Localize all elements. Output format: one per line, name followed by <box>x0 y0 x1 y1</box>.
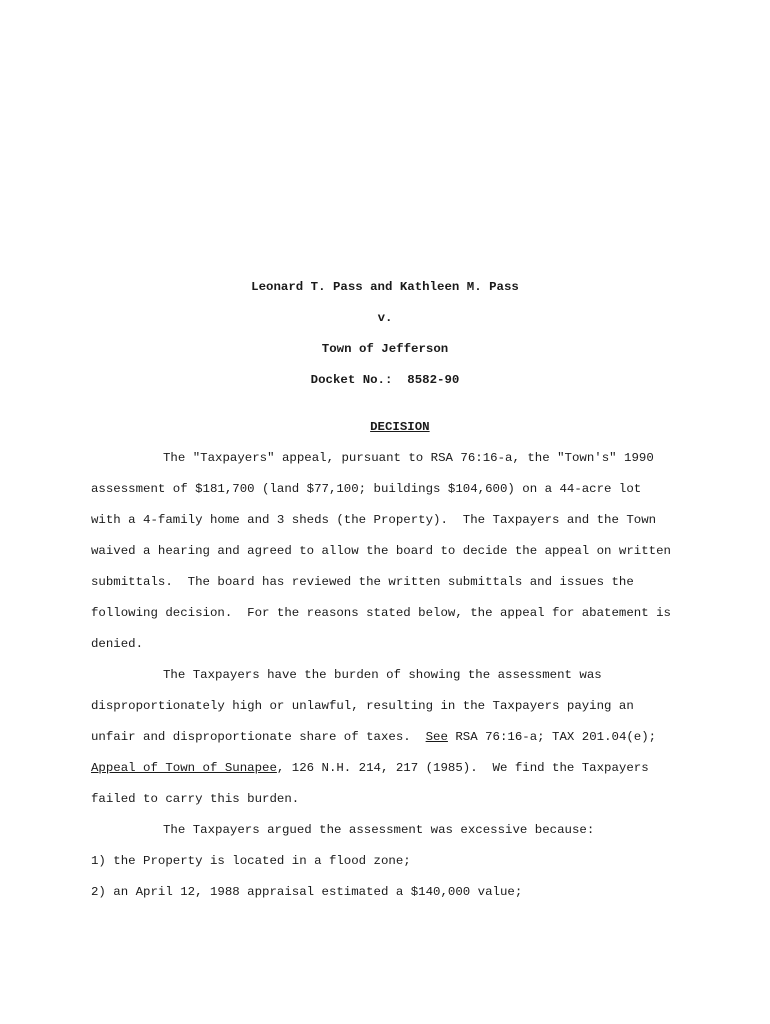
paragraph-1-line-5: submittals. The board has reviewed the written submittals and issues the <box>91 575 634 589</box>
argument-item-2: 2) an April 12, 1988 appraisal estimated a $140,000 value; <box>91 885 523 899</box>
see-signal: See <box>425 730 448 744</box>
paragraph-1-line-3: with a 4-family home and 3 sheds (the Property). The Taxpayers and the Town <box>91 513 657 527</box>
paragraph-2-line-1: The Taxpayers have the burden of showing the assessment was <box>163 668 602 682</box>
paragraph-1-line-6: following decision. For the reasons stated below, the appeal for abatement is <box>91 606 671 620</box>
paragraph-2-line-3 <box>91 729 656 745</box>
decision-heading: DECISION <box>370 420 430 434</box>
decision-heading-wrap <box>0 403 770 451</box>
paragraph-1-line-4: waived a hearing and agreed to allow the board to decide the appeal on written <box>91 544 671 558</box>
paragraph-2-line-4-end: , 126 N.H. 214, 217 (1985). We find the Taxpayers <box>276 761 649 775</box>
paragraph-2-line-4 <box>91 760 649 776</box>
paragraph-3-line-1: The Taxpayers argued the assessment was excessive because: <box>163 823 595 837</box>
docket-number: Docket No.: 8582-90 <box>310 373 460 387</box>
paragraph-1-line-1: The "Taxpayers" appeal, pursuant to RSA 76:16-a, the "Town's" 1990 <box>163 451 654 465</box>
case-parties: Leonard T. Pass and Kathleen M. Pass <box>251 280 519 294</box>
paragraph-2-line-5: failed to carry this burden. <box>91 792 300 806</box>
case-versus: v. <box>377 311 393 325</box>
case-respondent: Town of Jefferson <box>321 342 449 356</box>
paragraph-1-line-2: assessment of $181,700 (land $77,100; buildings $104,600) on a 44-acre lot <box>91 482 642 496</box>
paragraph-2-line-3-end: RSA 76:16-a; TAX 201.04(e); <box>447 730 657 744</box>
argument-item-1: 1) the Property is located in a flood zone; <box>91 854 411 868</box>
paragraph-1-line-7: denied. <box>91 637 144 651</box>
paragraph-2-line-3-start: unfair and disproportionate share of taxes. <box>91 730 426 744</box>
case-citation: Appeal of Town of Sunapee <box>91 761 277 775</box>
paragraph-2-line-2: disproportionately high or unlawful, resulting in the Taxpayers paying an <box>91 699 634 713</box>
